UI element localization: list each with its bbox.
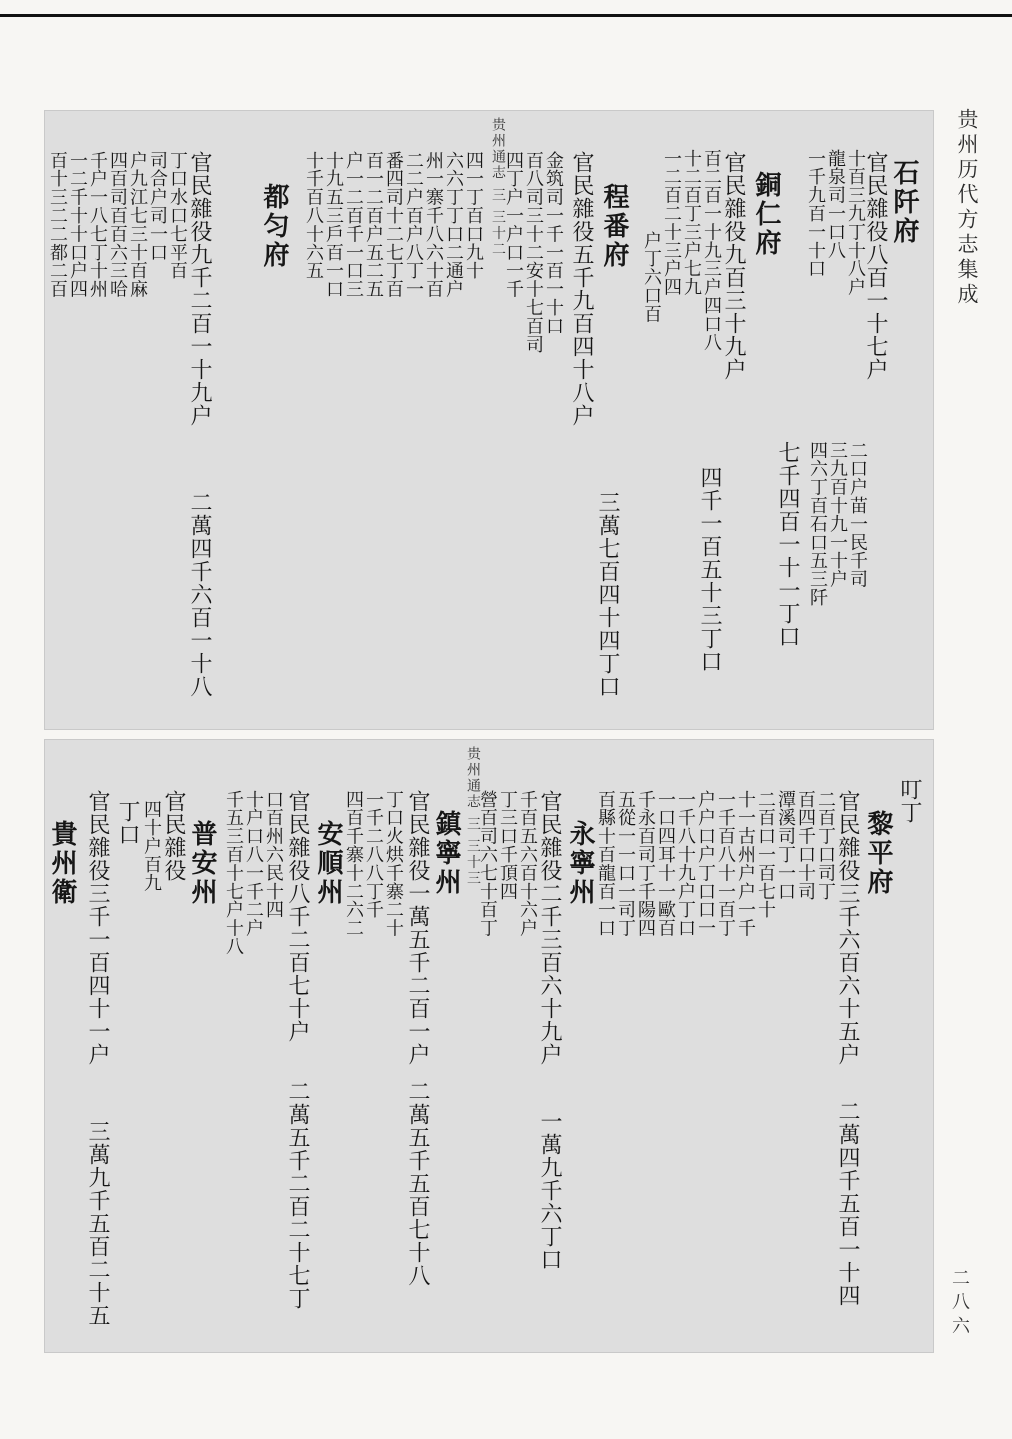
note-column: 龍泉司一口八 — [825, 149, 846, 260]
prefecture-title: 貴州衛 — [47, 820, 77, 907]
note-column: 一口四耳十一歐百 — [655, 790, 676, 938]
population-line: 三萬九千五百二十五 — [85, 1120, 110, 1327]
note-column: 十户口八一千二户 — [243, 790, 264, 938]
margin-note: 贵州通志 三 三十三 — [465, 746, 481, 887]
top-rule — [0, 14, 1012, 17]
note-column: 營百司六七十百丁 — [477, 790, 498, 938]
prefecture-title: 銅仁府 — [751, 171, 781, 258]
lower-scan-panel — [44, 739, 934, 1353]
population-line: 二萬四千六百一十八 — [187, 491, 212, 698]
note-column: 二百丁口司丁 — [815, 790, 836, 901]
margin-note: 贵州通志 三 三十二 — [490, 117, 506, 258]
prefecture-title: 都匀府 — [259, 183, 289, 270]
prefecture-title: 永寧州 — [565, 820, 595, 907]
note-column: 二口户苗一民千司 — [847, 441, 868, 589]
note-column: 二二户百户八丁一 — [403, 151, 424, 299]
note-column: 十千百八十六五 — [303, 151, 324, 280]
quota-line: 官民雜役九百三十九户 — [721, 151, 746, 381]
note-column: 百縣十百龍百一口 — [595, 790, 616, 938]
population-label: 丁口 — [115, 800, 140, 846]
note-column: 丁三口千頂四 — [497, 790, 518, 901]
note-column: 一千九百一十口 — [805, 149, 826, 278]
note-column: 一二百二十三户四 — [661, 149, 682, 297]
note-column: 千五三百十七户十八 — [223, 790, 244, 956]
note-column: 丁口火烘千寨二十 — [383, 790, 404, 938]
note-column: 户户口户丁口口一 — [695, 790, 716, 938]
note-column: 四六丁百石口五三阡 — [807, 441, 828, 607]
note-column: 司合户司一口 — [147, 151, 168, 262]
collection-title: 贵州历代方志集成 — [955, 108, 979, 308]
note-column: 十百三九丁十八户 — [845, 149, 866, 297]
quota-line: 官民雜役五千九百四十八户 — [569, 151, 594, 427]
quota-line: 官民雜役八千二百七十户 — [285, 790, 310, 1043]
quota-line: 官民雜役九千二百一十九户 — [187, 151, 212, 427]
note-column: 口百州六民十四 — [263, 790, 284, 919]
note-column: 四百千寨十二六二 — [343, 790, 364, 938]
note-column: 番四司十二七丁百 — [383, 151, 404, 299]
population-line: 三萬七百四十四丁口 — [595, 491, 620, 698]
note-column: 户九江七三十百麻 — [127, 151, 148, 299]
note-column: 千户一八七丁十州 — [87, 151, 108, 299]
quota-line: 官民雜役 — [161, 790, 186, 882]
population-line: 二萬五千二百二十七丁 — [285, 1080, 310, 1310]
note-column: 千永百司丁千陽四 — [635, 790, 656, 938]
note-column: 金筑司一千一百一十口 — [543, 151, 564, 335]
quota-line: 官民雜役三千一百四十一户 — [85, 790, 110, 1066]
note-column: 百十三二二都二百 — [47, 151, 68, 299]
note-column: 四丁户一户口一千 — [503, 151, 524, 299]
note-column: 户一二百千一口三 — [343, 151, 364, 299]
population-line: 四千一百五十三丁口 — [697, 466, 722, 673]
note-column: 六六丁丁口二通户 — [443, 151, 464, 299]
prefecture-title: 安順州 — [313, 820, 343, 907]
note-column: 百二百一十九三户四口八 — [701, 149, 722, 352]
population-line: 一萬九千六丁口 — [537, 1110, 562, 1271]
note-column: 十九五三戶百一口 — [323, 151, 344, 299]
prefecture-title: 程番府 — [599, 183, 629, 270]
note-column: 户丁六口百 — [641, 231, 662, 323]
note-column: 百八司三十二安十七百司 — [523, 151, 544, 354]
note-column: 五從一一口一司丁 — [615, 790, 636, 938]
header-note: 叮丁 — [897, 778, 922, 824]
note-column: 十二百丁三户七九 — [681, 149, 702, 297]
upper-scan-panel — [44, 110, 934, 730]
quota-line: 官民雜役三千六百六十五户 — [835, 790, 860, 1066]
note-column: 一二千十十口户四 — [67, 151, 88, 299]
population-line: 二萬五千五百七十八 — [405, 1080, 430, 1287]
note-column: 百四千口十司 — [795, 790, 816, 901]
note-column: 四百司百百六三哈 — [107, 151, 128, 299]
note-column: 州一寨千八六十百 — [423, 151, 444, 299]
population-line: 二萬四千五百一十四 — [835, 1100, 860, 1307]
note-column: 三九百十九一十户 — [827, 441, 848, 589]
prefecture-title: 石阡府 — [889, 159, 919, 246]
page-number: 二八六 — [949, 1268, 970, 1340]
note-column: 十一古州户户一千 — [735, 790, 756, 938]
prefecture-title: 普安州 — [187, 820, 217, 907]
note-column: 潭溪司丁一口 — [775, 790, 796, 901]
note-column: 四一丁百口九十 — [463, 151, 484, 280]
note-column: 一千八十九户丁口 — [675, 790, 696, 938]
quota-line: 官民雜役二千三百六十九户 — [537, 790, 562, 1066]
note-column: 一千百八十一百丁 — [715, 790, 736, 938]
quota-line: 官民雜役八百一十七户 — [863, 151, 888, 381]
prefecture-title: 黎平府 — [863, 810, 893, 897]
quota-line: 官民雜役一萬五千二百一户 — [405, 790, 430, 1066]
note-column: 千百五六百十六户 — [517, 790, 538, 938]
note-column: 四十户百九 — [141, 800, 162, 892]
note-column: 百一二百户五二五 — [363, 151, 384, 299]
note-column: 丁口水口七平百 — [167, 151, 188, 280]
note-column: 二百口一百七十 — [755, 790, 776, 919]
note-column: 一千二八八丁千 — [363, 790, 384, 919]
population-line: 七千四百一十一丁口 — [775, 441, 800, 648]
prefecture-title: 鎮寧州 — [431, 810, 461, 897]
